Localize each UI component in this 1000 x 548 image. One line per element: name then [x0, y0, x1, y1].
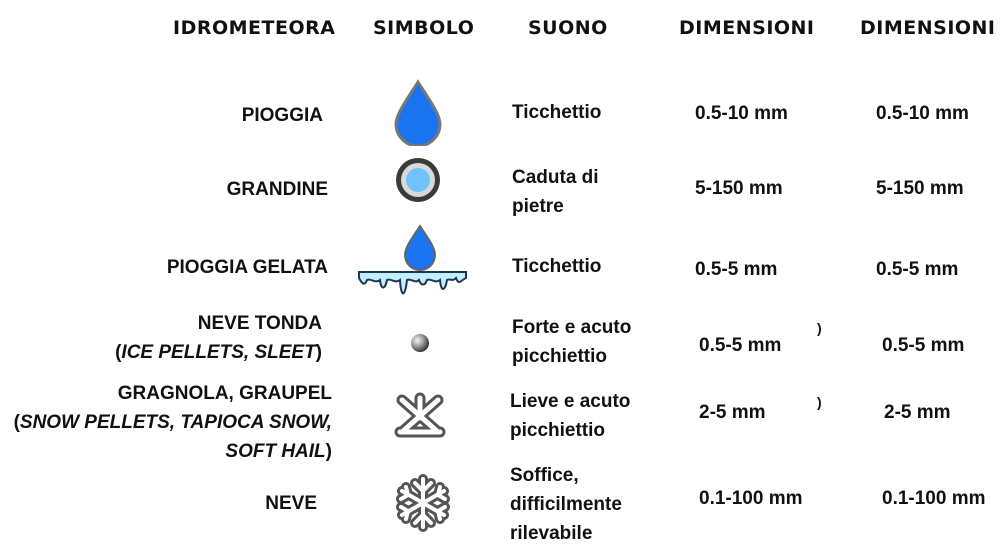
row-dimension-1: 2-5 mm	[699, 402, 766, 423]
row-dimension-2: 0.5-10 mm	[876, 103, 969, 124]
row-dimension-1: 0.1-100 mm	[699, 488, 803, 509]
row-dimension-2: 5-150 mm	[876, 178, 964, 199]
row-sound: Ticchettio	[512, 256, 602, 277]
row-sound: Ticchettio	[512, 102, 602, 123]
row-dimension-1: 0.5-10 mm	[695, 103, 788, 124]
row-dimension-2: 0.5-5 mm	[876, 259, 959, 280]
row-dimension-2: 2-5 mm	[884, 402, 951, 423]
header-suono: SUONO	[528, 17, 608, 39]
row-sound: picchiettio	[512, 346, 608, 367]
row-sound: difficilmente	[510, 494, 622, 515]
row-name-subtitle: (ICE PELLETS, SLEET)	[115, 342, 322, 363]
row-name: GRANDINE	[226, 179, 328, 200]
row-name: NEVE	[265, 493, 317, 514]
row-sound: pietre	[512, 196, 564, 217]
row-sound: Forte e acuto	[512, 317, 632, 338]
graupel-icon	[390, 388, 450, 444]
header-dimensioni-2: DIMENSIONI	[860, 17, 996, 39]
snowflake-icon	[393, 473, 453, 533]
row-dimension-1: 5-150 mm	[695, 178, 783, 199]
header-dimensioni-1: DIMENSIONI	[679, 17, 815, 39]
header-idrometeora: IDROMETEORA	[173, 17, 336, 39]
header-simbolo: SIMBOLO	[373, 17, 475, 39]
row-sound: Soffice,	[510, 465, 579, 486]
row-dimension-2: 0.5-5 mm	[882, 335, 965, 356]
row-name: GRAGNOLA, GRAUPEL	[117, 383, 332, 404]
hailstone-icon	[388, 152, 448, 208]
freezing-rain-icon	[355, 222, 470, 302]
raindrop-icon	[388, 76, 448, 146]
row-sound: Caduta di	[512, 167, 599, 188]
stray-mark: )	[817, 320, 822, 336]
row-name-subtitle: SOFT HAIL)	[225, 441, 332, 462]
row-dimension-2: 0.1-100 mm	[882, 488, 986, 509]
row-sound: Lieve e acuto	[510, 391, 631, 412]
ice-pellet-icon	[408, 331, 432, 355]
row-name: PIOGGIA	[241, 105, 323, 126]
row-dimension-1: 0.5-5 mm	[695, 259, 778, 280]
row-name: PIOGGIA GELATA	[166, 257, 328, 278]
row-name-subtitle: (SNOW PELLETS, TAPIOCA SNOW,	[13, 412, 332, 433]
row-sound: rilevabile	[510, 523, 593, 544]
row-sound: picchiettio	[510, 420, 606, 441]
stray-mark: )	[817, 394, 822, 410]
row-dimension-1: 0.5-5 mm	[699, 335, 782, 356]
row-name: NEVE TONDA	[197, 313, 322, 334]
